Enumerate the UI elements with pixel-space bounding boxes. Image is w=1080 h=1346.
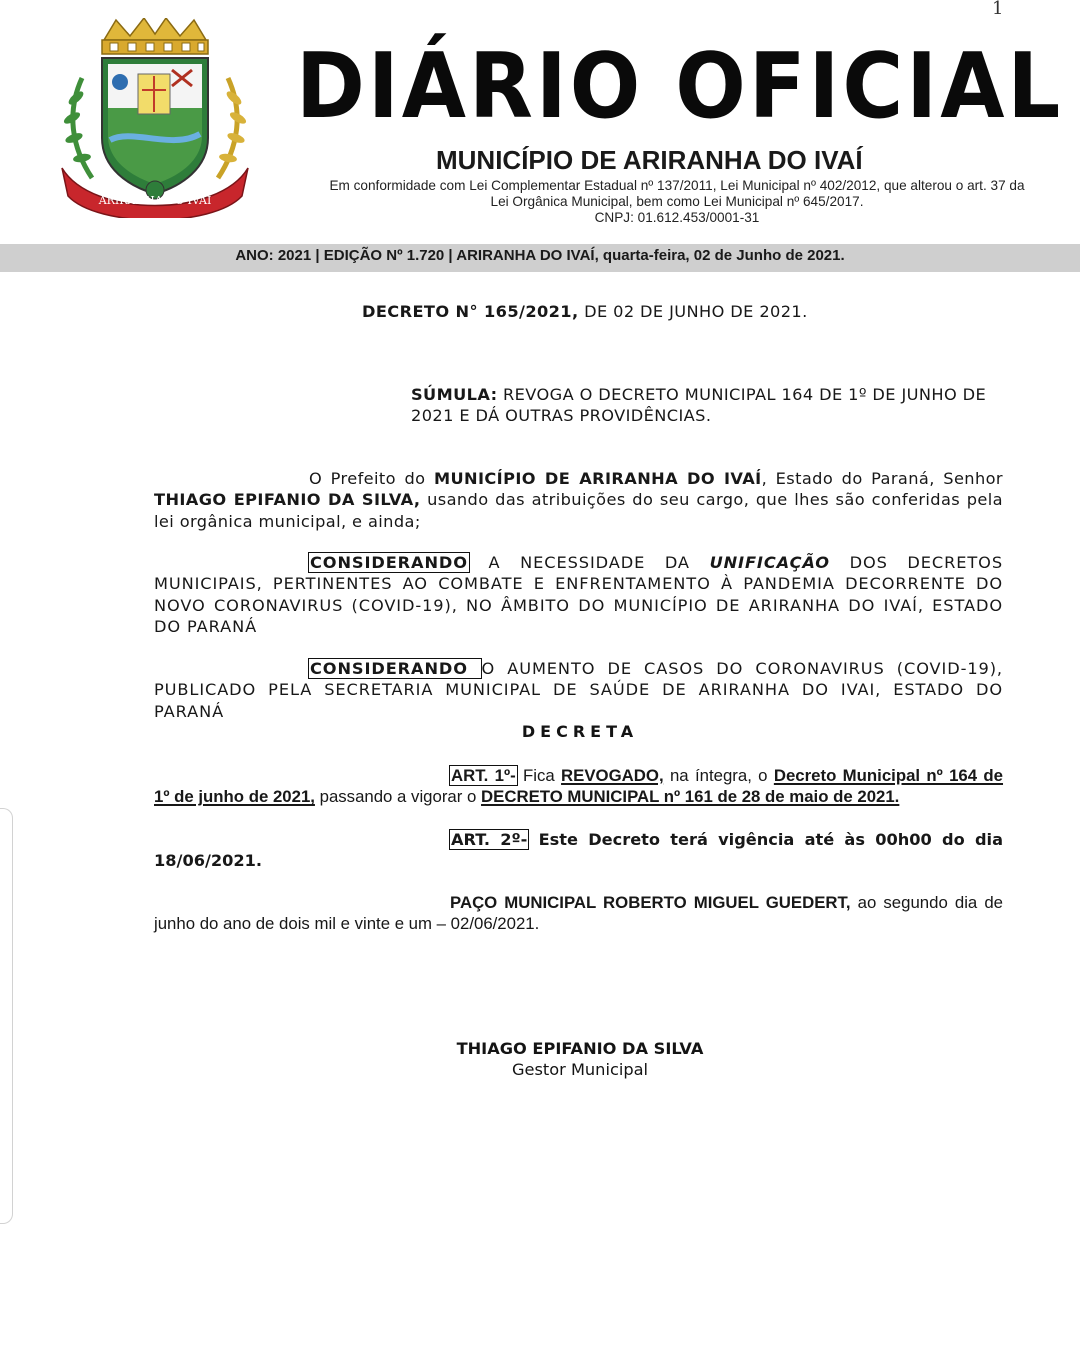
signatory-name: THIAGO EPIFANIO DA SILVA bbox=[456, 1039, 704, 1058]
article-2 bbox=[154, 829, 1003, 872]
edition-info-bar: ANO: 2021 | EDIÇÃO Nº 1.720 | ARIRANHA DO IVAÍ, quarta-feira, 02 de Junho de 2021. bbox=[0, 244, 1080, 272]
decree-date: DE 02 DE JUNHO DE 2021. bbox=[578, 302, 808, 321]
decreta-heading: DECRETA bbox=[521, 722, 639, 741]
considerando-label-1: CONSIDERANDO bbox=[310, 553, 468, 572]
decree-heading bbox=[362, 301, 822, 322]
legal-conformity-note bbox=[296, 178, 1058, 226]
municipality-name: MUNICÍPIO DE ARIRANHA DO IVAÍ bbox=[436, 145, 863, 175]
revogado-text: REVOGADO, bbox=[561, 766, 664, 785]
unificacao-emphasis: UNIFICAÇÃO bbox=[709, 553, 830, 572]
cnpj: CNPJ: 01.612.453/0001-31 bbox=[594, 210, 760, 225]
considerando-label-2: CONSIDERANDO bbox=[310, 659, 481, 678]
preamble-paragraph: O Prefeito do MUNICÍPIO DE ARIRANHA DO IVAÍ, Estado do Paraná, Senhor THIAGO EPIFANIO DA SILVA, usando das atribuições do seu cargo, que lhes são conferidas pela lei orgânica municipal, e ainda; bbox=[154, 469, 1004, 531]
closing-paragraph: PAÇO MUNICIPAL ROBERTO MIGUEL GUEDERT, ao segundo dia de junho do ano de dois mil e vinte e um – 02/06/2021. bbox=[154, 893, 1004, 934]
sumula-label: SÚMULA: bbox=[411, 385, 498, 404]
revoked-decree-reference: Decreto Municipal nº 164 de 1º de junho de 2021, bbox=[154, 766, 1004, 807]
municipal-crest-icon bbox=[52, 18, 258, 218]
crest-inscription: ARIRANHA DO IVAÍ bbox=[98, 194, 212, 207]
article-1: ART. 1º- Fica REVOGADO, na íntegra, o Decreto Municipal nº 164 de 1º de junho de 2021, passando a vigorar o DECRETO MUNICIPAL nº 161 de 28 de maio de 2021. bbox=[154, 766, 1004, 807]
newspaper-title: DIÁRIO OFICIAL bbox=[296, 33, 1064, 139]
page-number: 1 bbox=[992, 0, 1004, 19]
sumula bbox=[411, 384, 1003, 427]
article-2-text: Este Decreto terá vigência até às 00h00 do dia 18/06/2021. bbox=[154, 830, 1004, 871]
sumula-text: REVOGA O DECRETO MUNICIPAL 164 DE 1º DE JUNHO DE 2021 E DÁ OUTRAS PROVIDÊNCIAS. bbox=[411, 385, 987, 426]
article-1-label: ART. 1º- bbox=[451, 766, 516, 785]
municipality-mention: MUNICÍPIO DE ARIRANHA DO IVAÍ bbox=[433, 469, 762, 488]
conformity-line-1: Em conformidade com Lei Complementar Estadual nº 137/2011, Lei Municipal nº 402/2012, que alterou o art. 37 da bbox=[329, 178, 1025, 193]
side-panel-edge bbox=[0, 808, 13, 1224]
considerando-paragraph-2: CONSIDERANDO O AUMENTO DE CASOS DO CORONAVIRUS (COVID-19), PUBLICADO PELA SECRETARIA MUNICIPAL DE SAÚDE DE ARIRANHA DO IVAI, ESTADO DO PARANÁ bbox=[154, 659, 1003, 721]
mayor-name: THIAGO EPIFANIO DA SILVA, bbox=[154, 490, 421, 510]
decree-number: DECRETO N° 165/2021, bbox=[362, 302, 579, 321]
paco-municipal: PAÇO MUNICIPAL ROBERTO MIGUEL GUEDERT, bbox=[450, 893, 851, 912]
signatory-role: Gestor Municipal bbox=[511, 1060, 649, 1079]
article-2-label: ART. 2º- bbox=[451, 830, 528, 849]
conformity-line-2: Lei Orgânica Municipal, bem como Lei Municipal nº 645/2017. bbox=[490, 194, 864, 209]
reinstated-decree-reference: DECRETO MUNICIPAL nº 161 de 28 de maio de 2021. bbox=[481, 787, 900, 807]
considerando-paragraph-1: CONSIDERANDO A NECESSIDADE DA UNIFICAÇÃO DOS DECRETOS MUNICIPAIS, PERTINENTES AO COMBATE E ENFRENTAMENTO À PANDEMIA DECORRENTE DO NOVO CORONAVIRUS (COVID-19), NO ÂMBITO DO MUNICÍPIO DE ARIRANHA DO IVAÍ, ESTADO DO PARANÁ bbox=[154, 553, 1003, 637]
